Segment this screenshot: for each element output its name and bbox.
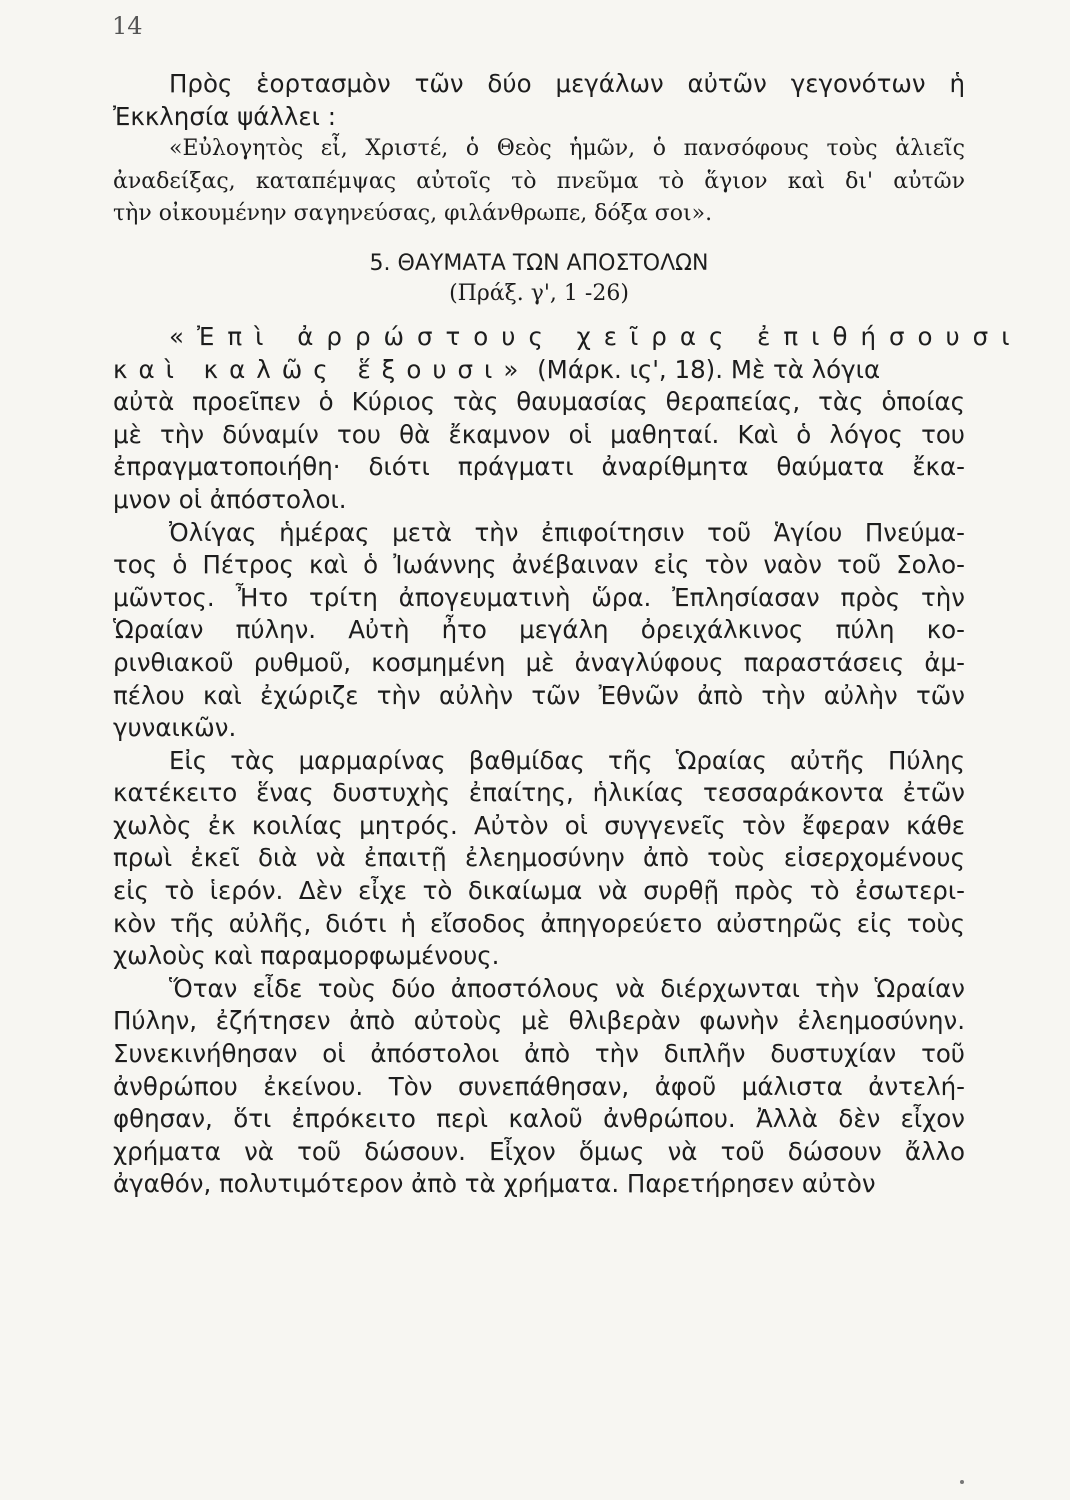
text-line: Εἰς τὰς μαρμαρίνας βαθμίδας τῆς Ὡραίας αὐτῆς Πύλης: [169, 745, 965, 775]
hymn-line: τὴν οἰκουμένην σαγηνεύσας, φιλάνθρωπε, δόξα σοι».: [113, 201, 713, 227]
text-line: Πύλην, ἐζήτησεν ἀπὸ αὐτοὺς μὲ θλιβερὰν φωνὴν ἐλεημοσύνην.: [113, 1006, 965, 1036]
text-line: Ὀλίγας ἡμέρας μετὰ τὴν ἐπιφοίτησιν τοῦ Ἁγίου Πνεύμα-: [169, 517, 965, 547]
text-line: Ἐκκλησία ψάλλει :: [113, 101, 336, 131]
text-line: Ὡραίαν πύλην. Αὐτὴ ἦτο μεγάλη ὀρειχάλκινος πύλη κο-: [113, 615, 965, 645]
hymn-line: «Εὐλογητὸς εἶ, Χριστέ, ὁ Θεὸς ἡμῶν, ὁ πανσόφους τοὺς ἁλιεῖς: [169, 136, 965, 162]
hymn-line: ἀναδείξας, καταπέμψας αὐτοῖς τὸ πνεῦμα τὸ ἅγιον καὶ δι' αὐτῶν: [113, 168, 965, 194]
text-line: μὲ τὴν δύναμίν του θὰ ἔκαμνον οἱ μαθηταί. Καὶ ὁ λόγος του: [113, 419, 965, 449]
text-line: αὐτὰ προεῖπεν ὁ Κύριος τὰς θαυμασίας θεραπείας, τὰς ὁποίας: [113, 387, 965, 417]
quote-line: «Ἐπὶ ἀρρώστους χεῖρας ἐπιθήσουσι: [169, 321, 1023, 351]
text-line: κὸν τῆς αὐλῆς, διότι ἡ εἴσοδος ἀπηγορεύετο αὐστηρῶς εἰς τοὺς: [113, 908, 965, 938]
section-title: 5. ΘΑΥΜΑΤΑ ΤΩΝ ΑΠΟΣΤΟΛΩΝ: [369, 250, 709, 276]
intro-paragraph: [113, 68, 965, 133]
quote-spaced-text: καὶ καλῶς ἕξουσι»: [113, 354, 530, 384]
text-line: Συνεκινήθησαν οἱ ἀπόστολοι ἀπὸ τὴν διπλῆν δυστυχίαν τοῦ: [113, 1039, 965, 1069]
paragraph: [113, 386, 965, 516]
text-line: πρωὶ ἐκεῖ διὰ νὰ ἐπαιτῇ ἐλεημοσύνην ἀπὸ τοὺς εἰσερχομένους: [113, 843, 965, 873]
scripture-quote: [113, 321, 1023, 386]
text-line: ρινθιακοῦ ρυθμοῦ, κοσμημένη μὲ ἀναγλύφους παραστάσεις ἀμ-: [113, 647, 965, 677]
ink-speck: [960, 1480, 964, 1484]
text-line: χρήματα νὰ τοῦ δώσουν. Εἶχον ὅμως νὰ τοῦ δώσουν ἄλλο: [113, 1136, 965, 1166]
text-line: χωλὸς ἐκ κοιλίας μητρός. Αὐτὸν οἱ συγγενεῖς τὸν ἔφεραν κάθε: [113, 810, 965, 840]
text-line: Πρὸς ἑορτασμὸν τῶν δύο μεγάλων αὐτῶν γεγονότων ἡ: [169, 69, 965, 98]
text-line: ἀνθρώπου ἐκείνου. Τὸν συνεπάθησαν, ἀφοῦ μάλιστα ἀντελή-: [113, 1071, 965, 1101]
text-line: ἐπραγματοποιήθη· διότι πράγματι ἀναρίθμητα θαύματα ἔκα-: [113, 452, 965, 482]
text-line: ἀγαθόν, πολυτιμότερον ἀπὸ τὰ χρήματα. Παρετήρησεν αὐτὸν: [113, 1169, 876, 1199]
paragraph: [113, 517, 965, 745]
paragraph: [113, 745, 965, 973]
text-line: πέλου καὶ ἐχώριζε τὴν αὐλὴν τῶν Ἐθνῶν ἀπὸ τὴν αὐλὴν τῶν: [113, 680, 965, 710]
text-line: χωλοὺς καὶ παραμορφωμένους.: [113, 941, 500, 971]
text-line: γυναικῶν.: [113, 713, 237, 743]
quote-line: [113, 354, 965, 387]
page-number: 14: [112, 12, 143, 40]
text-line: κατέκειτο ἕνας δυστυχὴς ἐπαίτης, ἡλικίας τεσσαράκοντα ἐτῶν: [113, 778, 965, 808]
section-reference: (Πράξ. γ', 1 -26): [449, 280, 629, 306]
text-line: μνον οἱ ἀπόστολοι.: [113, 484, 347, 514]
text-line: εἰς τὸ ἱερόν. Δὲν εἶχε τὸ δικαίωμα νὰ συρθῇ πρὸς τὸ ἐσωτερι-: [113, 876, 965, 906]
body-paragraphs: [113, 386, 965, 1201]
page-body: [113, 68, 1023, 1201]
text-line: Ὅταν εἶδε τοὺς δύο ἀποστόλους νὰ διέρχωνται τὴν Ὡραίαν: [169, 973, 965, 1003]
text-line: μῶντος. Ἦτο τρίτη ἀπογευματινὴ ὥρα. Ἐπλησίασαν πρὸς τὴν: [113, 582, 965, 612]
quote-citation: (Μάρκ. ις', 18). Μὲ τὰ λόγια: [529, 354, 881, 384]
hymn-quote: [113, 133, 965, 231]
text-line: τος ὁ Πέτρος καὶ ὁ Ἰωάννης ἀνέβαιναν εἰς τὸν ναὸν τοῦ Σολο-: [113, 550, 965, 580]
text-line: φθησαν, ὅτι ἐπρόκειτο περὶ καλοῦ ἀνθρώπου. Ἀλλὰ δὲν εἶχον: [113, 1104, 965, 1134]
paragraph: [113, 973, 965, 1201]
